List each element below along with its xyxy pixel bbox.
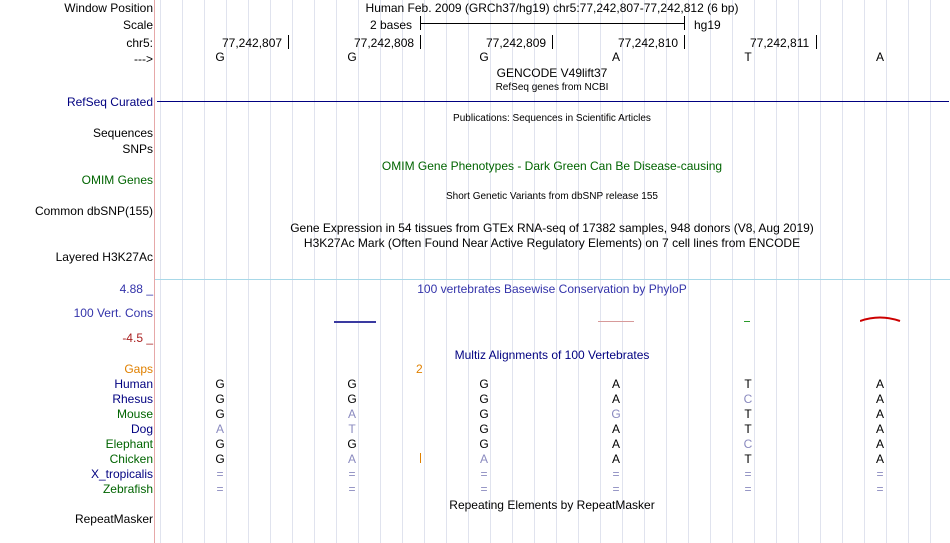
- aligned-base: A: [875, 437, 885, 451]
- aligned-base: G: [347, 437, 357, 451]
- aligned-base: G: [479, 437, 489, 451]
- aligned-base: =: [480, 482, 488, 496]
- aligned-base: =: [876, 482, 884, 496]
- aligned-base: A: [611, 452, 621, 466]
- aligned-base: =: [348, 482, 356, 496]
- aligned-base: A: [611, 437, 621, 451]
- refseq-track-subtitle: RefSeq genes from NCBI: [495, 82, 609, 93]
- species-label-elephant: Elephant: [105, 437, 153, 451]
- aligned-base: =: [348, 467, 356, 481]
- aligned-base: A: [347, 452, 357, 466]
- grid-line: [908, 0, 909, 543]
- grid-line: [666, 0, 667, 543]
- coord-tick: [684, 35, 685, 49]
- cons-track-title: 100 vertebrates Basewise Conservation by PhyloP: [417, 282, 687, 296]
- aligned-base: G: [347, 377, 357, 391]
- aligned-base: G: [215, 407, 225, 421]
- aligned-base: A: [875, 377, 885, 391]
- coord-tick: [420, 35, 421, 49]
- track-divider: [155, 279, 950, 280]
- aligned-base: T: [744, 407, 752, 421]
- species-label-human: Human: [114, 377, 153, 391]
- grid-line: [622, 0, 623, 543]
- aligned-base: A: [611, 377, 621, 391]
- grid-line: [798, 0, 799, 543]
- grid-line: [358, 0, 359, 543]
- scale-bar: [420, 23, 685, 24]
- aligned-base: G: [611, 407, 621, 421]
- ref-base: G: [347, 50, 357, 64]
- grid-line: [248, 0, 249, 543]
- aligned-base: A: [875, 407, 885, 421]
- aligned-base: G: [215, 452, 225, 466]
- h3k27ac-track-title: H3K27Ac Mark (Often Found Near Active Regulatory Elements) on 7 cell lines from ENCODE: [303, 236, 801, 250]
- aligned-base: A: [611, 392, 621, 406]
- aligned-base: G: [215, 437, 225, 451]
- grid-line: [292, 0, 293, 543]
- coord-2: 77,242,808: [354, 36, 415, 50]
- aligned-base: G: [215, 392, 225, 406]
- species-label-x_tropicalis: X_tropicalis: [90, 467, 153, 481]
- assembly-label: hg19: [694, 18, 721, 32]
- cons-bar-positive: [334, 321, 376, 323]
- grid-line: [710, 0, 711, 543]
- aligned-base: A: [875, 452, 885, 466]
- aligned-base: =: [876, 467, 884, 481]
- cons-peak: [860, 314, 902, 324]
- grid-line: [864, 0, 865, 543]
- grid-line: [820, 0, 821, 543]
- grid-line: [402, 0, 403, 543]
- species-label-zebrafish: Zebrafish: [102, 482, 153, 496]
- h3k27ac-label[interactable]: Layered H3K27Ac: [55, 250, 153, 264]
- ref-base: G: [215, 50, 225, 64]
- aligned-base: A: [875, 392, 885, 406]
- grid-line: [204, 0, 205, 543]
- aligned-base: G: [347, 392, 357, 406]
- gencode-track-title[interactable]: GENCODE V49lift37: [496, 66, 608, 80]
- aligned-base: T: [744, 377, 752, 391]
- cons-bar-small: [744, 321, 750, 322]
- aligned-base: A: [611, 422, 621, 436]
- grid-line: [842, 0, 843, 543]
- aligned-base: G: [215, 377, 225, 391]
- grid-line: [886, 0, 887, 543]
- aligned-base: A: [479, 452, 489, 466]
- label-divider: [154, 0, 155, 543]
- cons-track-label[interactable]: 100 Vert. Cons: [73, 306, 153, 320]
- window-position-label: Window Position: [64, 1, 153, 15]
- ref-base: T: [744, 50, 752, 64]
- ref-base: G: [479, 50, 489, 64]
- aligned-base: C: [743, 392, 753, 406]
- aligned-base: =: [216, 482, 224, 496]
- aligned-base: T: [744, 422, 752, 436]
- coord-tick: [288, 35, 289, 49]
- aligned-base: =: [744, 482, 752, 496]
- coord-1: 77,242,807: [222, 36, 283, 50]
- aligned-base: G: [479, 422, 489, 436]
- dbsnp-label[interactable]: Common dbSNP(155): [34, 204, 153, 218]
- grid-line: [182, 0, 183, 543]
- grid-line: [270, 0, 271, 543]
- species-label-dog: Dog: [130, 422, 153, 436]
- grid-line: [314, 0, 315, 543]
- aligned-base: C: [743, 437, 753, 451]
- grid-line: [930, 0, 931, 543]
- grid-line: [490, 0, 491, 543]
- grid-line: [644, 0, 645, 543]
- aligned-base: G: [479, 407, 489, 421]
- gaps-value: 2: [416, 362, 423, 376]
- ref-base: A: [611, 50, 621, 64]
- cons-bar-negative: [598, 321, 634, 322]
- snps-label[interactable]: SNPs: [122, 142, 153, 156]
- grid-line: [380, 0, 381, 543]
- omim-track-title: OMIM Gene Phenotypes - Dark Green Can Be Disease-causing: [381, 159, 723, 173]
- ref-base: A: [875, 50, 885, 64]
- coord-3: 77,242,809: [486, 36, 547, 50]
- coord-4: 77,242,810: [618, 36, 679, 50]
- grid-line: [160, 0, 161, 543]
- aligned-base: G: [479, 392, 489, 406]
- grid-line: [424, 0, 425, 543]
- grid-line: [776, 0, 777, 543]
- grid-line: [336, 0, 337, 543]
- grid-line: [754, 0, 755, 543]
- aligned-base: A: [215, 422, 225, 436]
- window-position-title[interactable]: Human Feb. 2009 (GRCh37/hg19) chr5:77,242,807-77,242,812 (6 bp): [365, 1, 739, 15]
- repeatmasker-track-title: Repeating Elements by RepeatMasker: [449, 498, 655, 512]
- cons-max-label: 4.88 _: [119, 282, 153, 296]
- coord-5: 77,242,811: [750, 36, 810, 50]
- grid-line: [446, 0, 447, 543]
- grid-line: [732, 0, 733, 543]
- grid-line: [688, 0, 689, 543]
- coord-tick: [552, 35, 553, 49]
- gtex-track-title: Gene Expression in 54 tissues from GTEx RNA-seq of 17382 samples, 948 donors (V8, Aug 2019): [290, 221, 814, 235]
- aligned-base: G: [479, 377, 489, 391]
- omim-genes-label[interactable]: OMIM Genes: [81, 173, 153, 187]
- scale-text: 2 bases: [370, 18, 413, 32]
- repeatmasker-label[interactable]: RepeatMasker: [74, 512, 153, 526]
- aligned-base: A: [347, 407, 357, 421]
- gaps-label: Gaps: [124, 362, 153, 376]
- aligned-base: =: [216, 467, 224, 481]
- coord-tick: [816, 35, 817, 49]
- strand-arrow-label: --->: [134, 52, 153, 66]
- grid-line: [468, 0, 469, 543]
- scale-bar-right-cap: [684, 16, 685, 30]
- aligned-base: A: [875, 422, 885, 436]
- chrom-label: chr5:: [126, 36, 153, 50]
- aligned-base: T: [348, 422, 356, 436]
- publications-track-title: Publications: Sequences in Scientific Articles: [453, 113, 651, 124]
- aligned-base: =: [612, 482, 620, 496]
- aligned-base: =: [744, 467, 752, 481]
- aligned-base: =: [480, 467, 488, 481]
- gap-marker: [420, 453, 421, 463]
- refseq-curated-label[interactable]: RefSeq Curated: [66, 95, 153, 109]
- dbsnp-track-title: Short Genetic Variants from dbSNP release 155: [446, 191, 658, 202]
- aligned-base: T: [744, 452, 752, 466]
- scale-label: Scale: [122, 18, 153, 32]
- cons-min-label: -4.5 _: [122, 331, 153, 345]
- species-label-chicken: Chicken: [109, 452, 153, 466]
- grid-line: [226, 0, 227, 543]
- species-label-rhesus: Rhesus: [112, 392, 153, 406]
- refseq-gene-line[interactable]: [157, 101, 949, 102]
- aligned-base: =: [612, 467, 620, 481]
- multiz-track-title: Multiz Alignments of 100 Vertebrates: [454, 348, 650, 362]
- sequences-label[interactable]: Sequences: [92, 126, 153, 140]
- species-label-mouse: Mouse: [116, 407, 153, 421]
